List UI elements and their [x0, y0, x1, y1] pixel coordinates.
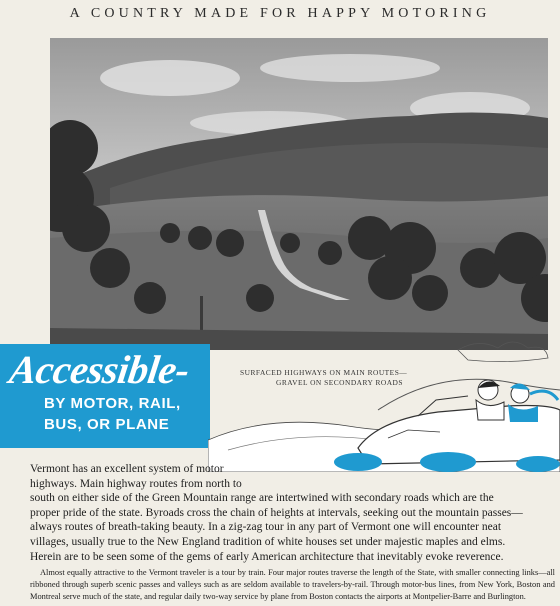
- page-headline: A COUNTRY MADE FOR HAPPY MOTORING: [69, 6, 491, 21]
- body-paragraph-1: [30, 462, 555, 564]
- body-line: always routes of breath-taking beauty. In a zig-zag tour in any part of Vermont one will encounter neat: [30, 521, 502, 534]
- body-line: south on either side of the Green Mountain range are intertwined with secondary roads which are the: [30, 492, 494, 505]
- landscape-photo: [50, 38, 548, 350]
- body-line: highways. Main highway routes from north to: [30, 477, 242, 490]
- landscape-photo-image: [50, 38, 548, 350]
- promo-subtitle-line2: BUS, OR PLANE: [44, 416, 170, 433]
- body-line: Vermont has an excellent system of motor: [30, 463, 224, 475]
- convertible-car-with-passengers-icon: [208, 330, 560, 472]
- promo-title: Accessible-: [6, 347, 193, 392]
- photo-caption-line2: GRAVEL ON SECONDARY ROADS: [276, 378, 403, 387]
- body-paragraph-2: Almost equally attractive to the Vermont traveler is a tour by train. Four major routes traverse the length of the State, with smaller connecting links—all ribboned through superb scenic passes and valleys such as are seldom available to travelers-by-rail. Through motor-bus lines, from New York, Boston and Montreal serve much of the state, and regular daily two-way service by plane from Boston contacts the airports at Montpelier-Barre and Burlington.: [30, 568, 555, 601]
- body-line: proper pride of the state. Byroads cross the chain of heights at intervals, seeking out the mountain passes—: [30, 506, 523, 519]
- body-line: villages, usually true to the New England tradition of white houses set under majestic maples and elms.: [30, 535, 506, 548]
- body-text: [30, 462, 555, 603]
- body-line: Herein are to be seen some of the gems of early American architecture that inevitably evoke reverence.: [30, 550, 504, 563]
- promo-subtitle-line1: BY MOTOR, RAIL,: [44, 395, 181, 412]
- photo-caption-line1: SURFACED HIGHWAYS ON MAIN ROUTES—: [240, 368, 408, 377]
